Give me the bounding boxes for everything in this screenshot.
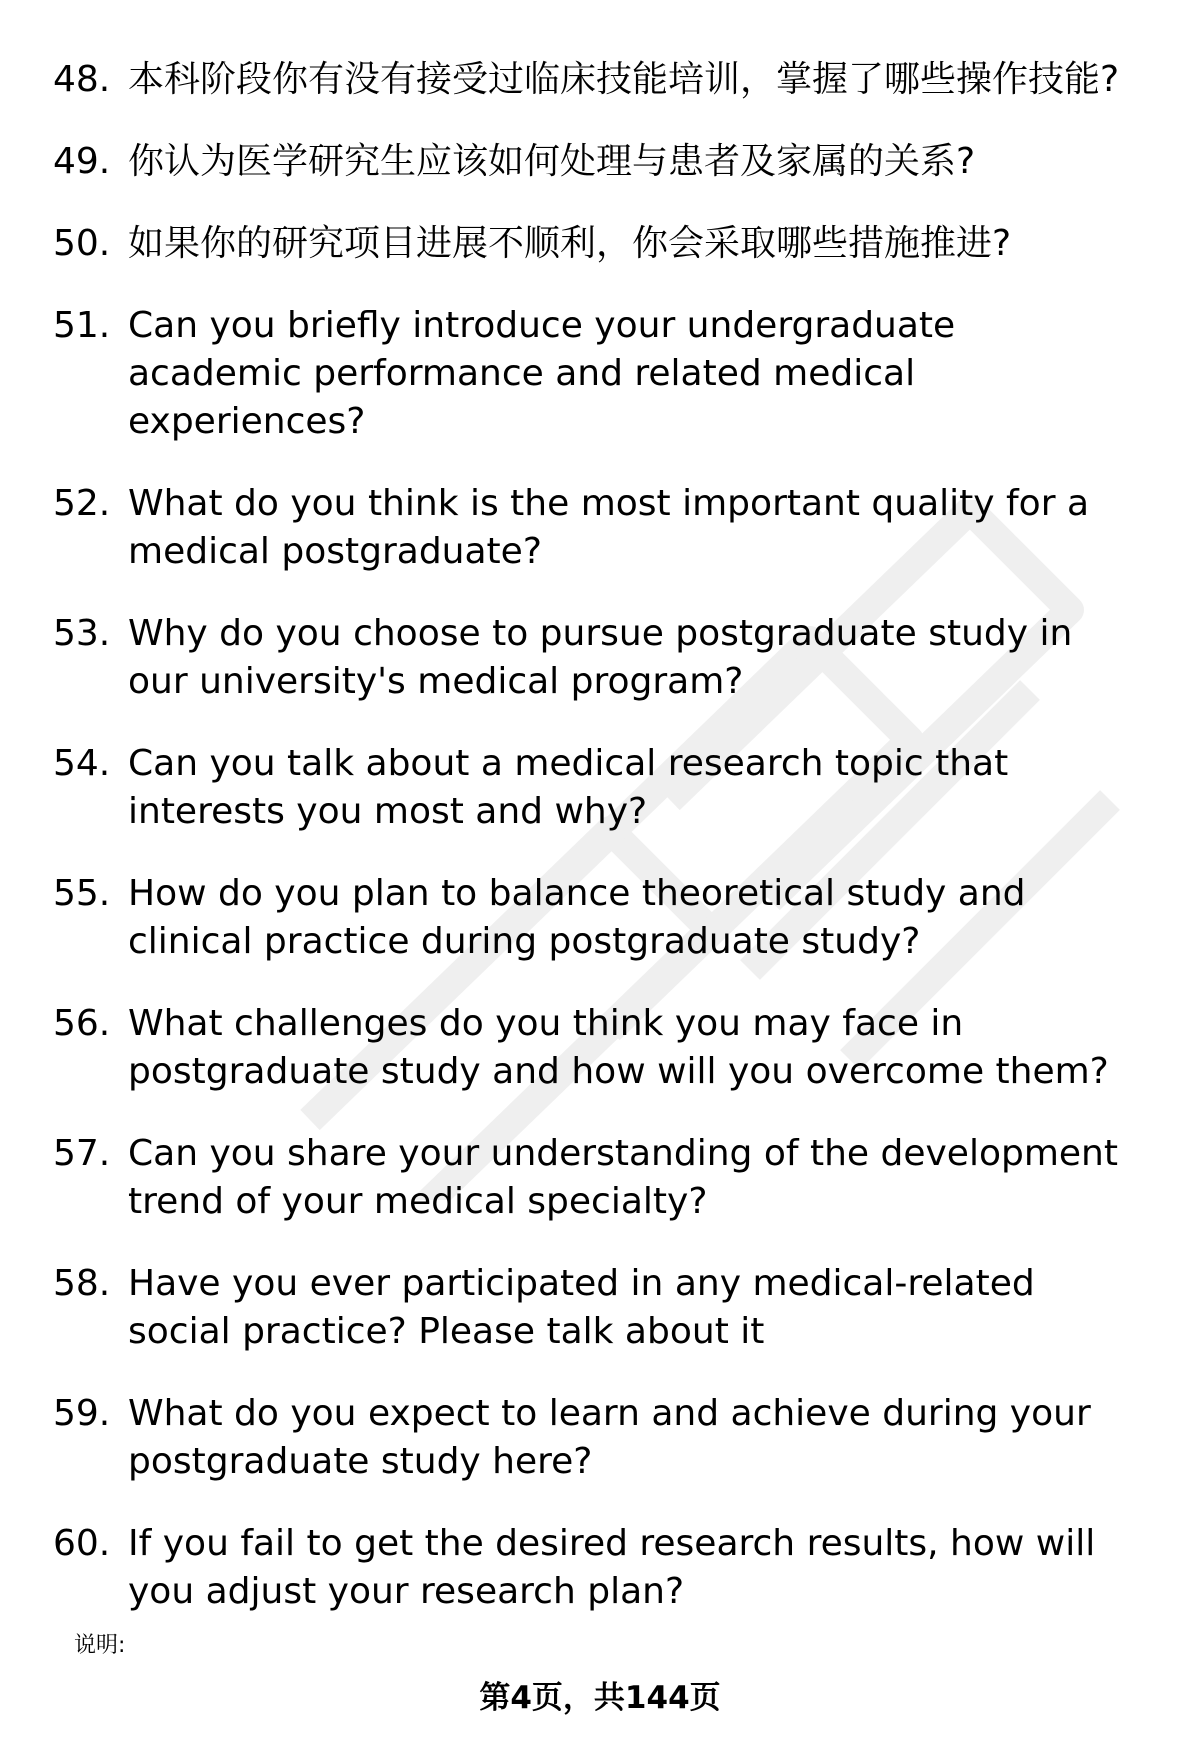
question-text: How do you plan to balance theoretical study and clinical practice during postgraduate study? bbox=[128, 873, 1026, 962]
question-number: 58. bbox=[53, 1263, 111, 1304]
question-number: 48. bbox=[53, 59, 111, 100]
question-text: What do you think is the most important quality for a medical postgraduate? bbox=[128, 483, 1090, 572]
list-item bbox=[53, 56, 1153, 104]
question-number: 56. bbox=[53, 1003, 111, 1044]
question-list bbox=[53, 56, 1153, 1650]
question-text: 本科阶段你有没有接受过临床技能培训，掌握了哪些操作技能? bbox=[128, 59, 1120, 100]
list-item bbox=[53, 1260, 1153, 1356]
list-item bbox=[53, 1130, 1153, 1226]
question-number: 54. bbox=[53, 743, 111, 784]
list-item bbox=[53, 1520, 1153, 1616]
question-number: 59. bbox=[53, 1393, 111, 1434]
list-item bbox=[53, 740, 1153, 836]
list-item bbox=[53, 302, 1153, 446]
list-item bbox=[53, 138, 1153, 186]
page-footer: 第4页，共144页 bbox=[479, 1680, 721, 1716]
list-item bbox=[53, 1390, 1153, 1486]
note-label: 说明: bbox=[74, 1633, 126, 1658]
question-text: 如果你的研究项目进展不顺利，你会采取哪些措施推进? bbox=[128, 223, 1012, 264]
list-item bbox=[53, 220, 1153, 268]
question-number: 52. bbox=[53, 483, 111, 524]
list-item bbox=[53, 870, 1153, 966]
list-item bbox=[53, 610, 1153, 706]
question-number: 53. bbox=[53, 613, 111, 654]
question-text: Can you share your understanding of the development trend of your medical specialty? bbox=[128, 1133, 1118, 1222]
question-text: 你认为医学研究生应该如何处理与患者及家属的关系? bbox=[128, 141, 976, 182]
question-text: If you fail to get the desired research results, how will you adjust your research plan? bbox=[128, 1523, 1096, 1612]
question-text: What challenges do you think you may face in postgraduate study and how will you overcome them? bbox=[128, 1003, 1109, 1092]
question-text: What do you expect to learn and achieve during your postgraduate study here? bbox=[128, 1393, 1091, 1482]
question-number: 60. bbox=[53, 1523, 111, 1564]
question-number: 55. bbox=[53, 873, 111, 914]
question-text: Can you briefly introduce your undergraduate academic performance and related medical experiences? bbox=[128, 305, 956, 442]
question-number: 57. bbox=[53, 1133, 111, 1174]
question-text: Why do you choose to pursue postgraduate study in our university's medical program? bbox=[128, 613, 1073, 702]
list-item bbox=[53, 1000, 1153, 1096]
list-item bbox=[53, 480, 1153, 576]
question-text: Have you ever participated in any medical-related social practice? Please talk about it bbox=[128, 1263, 1035, 1352]
question-number: 51. bbox=[53, 305, 111, 346]
question-text: Can you talk about a medical research topic that interests you most and why? bbox=[128, 743, 1009, 832]
question-number: 50. bbox=[53, 223, 111, 264]
question-number: 49. bbox=[53, 141, 111, 182]
